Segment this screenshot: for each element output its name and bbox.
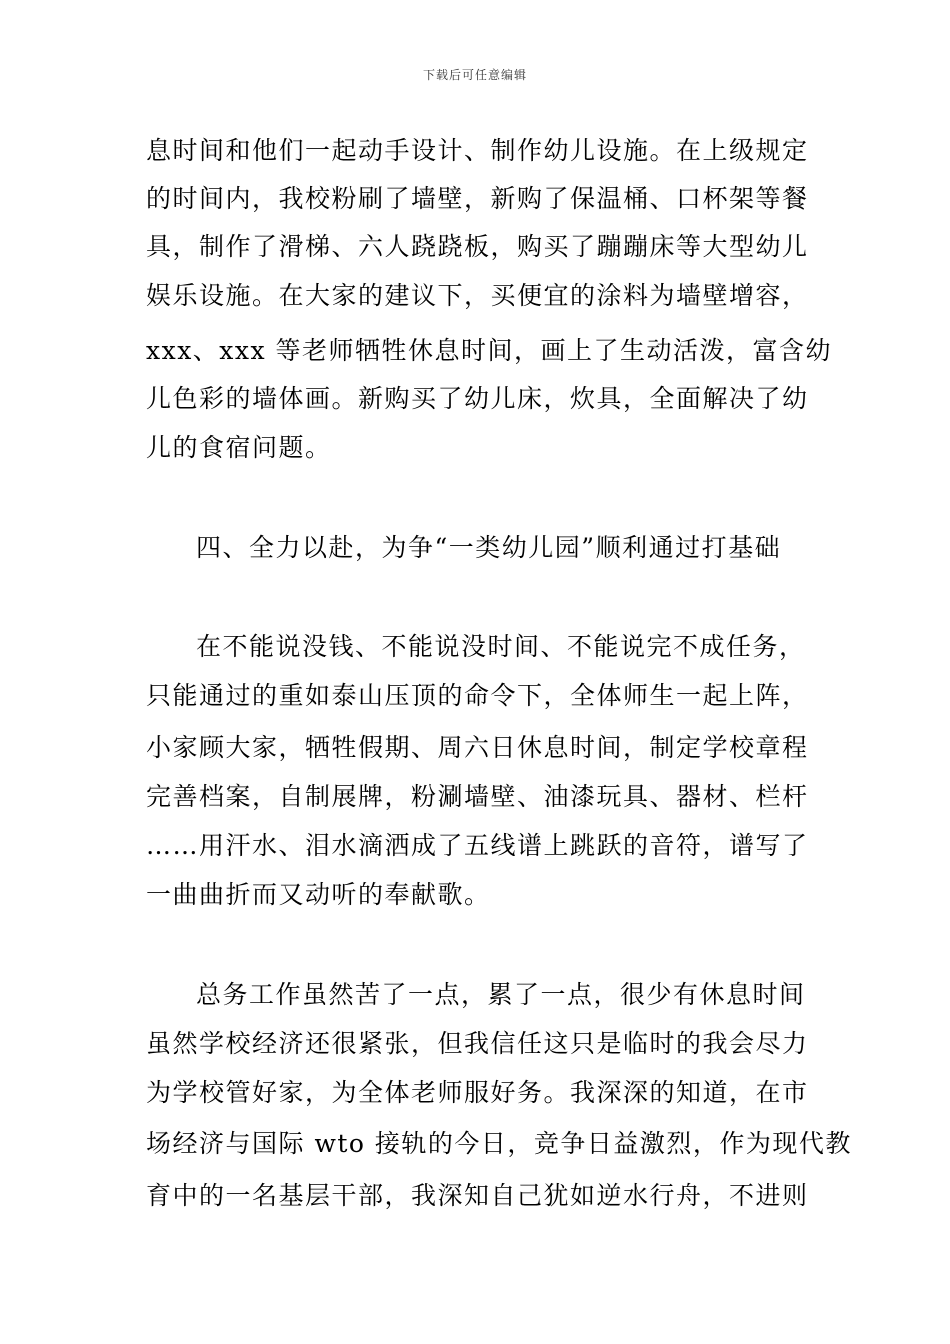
body-line: 场经济与国际 wto 接轨的今日，竞争日益激烈，作为现代教: [146, 1129, 852, 1158]
body-line: 育中的一名基层干部，我深知自己犹如逆水行舟，不进则: [146, 1181, 809, 1210]
body-line: 息时间和他们一起动手设计、制作幼儿设施。在上级规定: [146, 136, 809, 165]
body-line: 总务工作虽然苦了一点，累了一点，很少有休息时间: [196, 980, 806, 1009]
body-line: 儿色彩的墙体画。新购买了幼儿床，炊具，全面解决了幼: [146, 384, 809, 413]
body-line: 具，制作了滑梯、六人跷跷板，购买了蹦蹦床等大型幼儿: [146, 232, 809, 261]
body-line: ……用汗水、泪水滴洒成了五线谱上跳跃的音符，谱写了: [146, 831, 809, 860]
section-heading: 四、全力以赴，为争“一类幼儿园”顺利通过打基础: [196, 533, 782, 562]
body-line: 为学校管好家，为全体老师服好务。我深深的知道，在市: [146, 1078, 809, 1107]
body-line: 娱乐设施。在大家的建议下，买便宜的涂料为墙壁增容，: [146, 281, 809, 310]
body-line: 的时间内，我校粉刷了墙壁，新购了保温桶、口杯架等餐: [146, 184, 809, 213]
body-line: xxx、xxx 等老师牺牲休息时间，画上了生动活泼，富含幼: [146, 336, 833, 365]
body-line: 完善档案，自制展牌，粉涮墙壁、油漆玩具、器材、栏杆: [146, 782, 809, 811]
header-note: 下载后可任意编辑: [422, 68, 527, 82]
body-line: 小家顾大家，牺牲假期、周六日休息时间，制定学校章程: [146, 733, 809, 762]
body-line: 一曲曲折而又动听的奉献歌。: [146, 880, 491, 909]
body-line: 在不能说没钱、不能说没时间、不能说完不成任务，: [196, 632, 806, 661]
body-line: 儿的食宿问题。: [146, 433, 332, 462]
body-line: 虽然学校经济还很紧张，但我信任这只是临时的我会尽力: [146, 1029, 809, 1058]
body-line: 只能通过的重如泰山压顶的命令下，全体师生一起上阵，: [146, 681, 809, 710]
